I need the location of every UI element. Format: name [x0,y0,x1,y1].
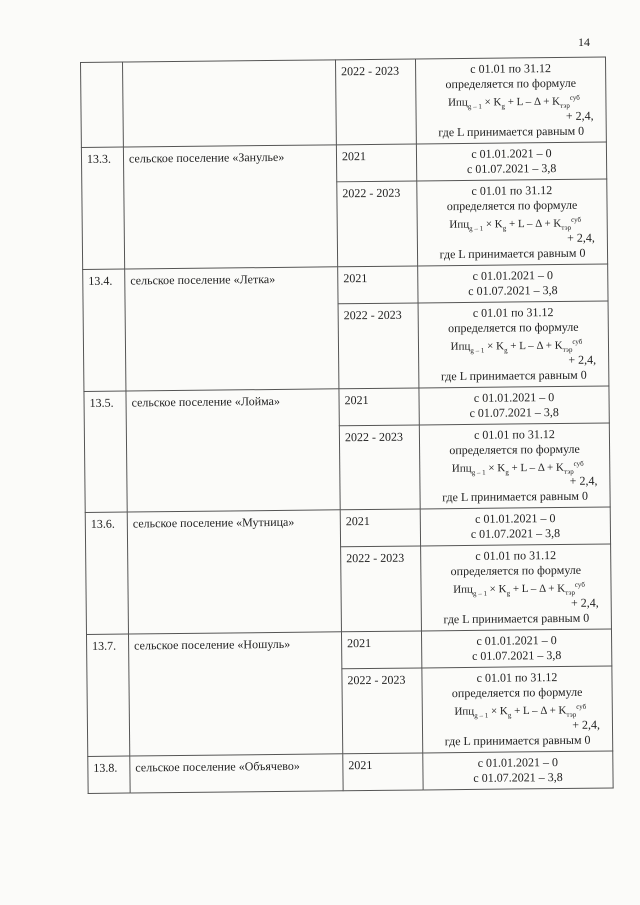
formula-note: где L принимается равным 0 [438,123,585,140]
date-line-1: с 01.01.2021 – 0 [475,511,556,527]
formula-tail: + L – Δ + K [506,217,562,231]
dates-cell [418,264,608,303]
formula-period: с 01.01 по 31.12 [473,426,555,442]
settlement-name [123,60,337,147]
formula-tail: + L – Δ + K [509,582,566,596]
dates-cell [419,386,609,425]
row-number: 13.4. [83,269,126,391]
settlement-name: сельское поселение «Объячево» [130,754,343,793]
formula-period: с 01.01 по 31.12 [475,548,557,564]
formula-intro: определяется по формуле [451,684,583,701]
period-year: 2021 [336,144,416,182]
formula-note: где L принимается равным 0 [442,489,589,505]
formula-ipc-sub: g – 1 [467,102,482,111]
formula-intro: определяется по формуле [450,563,582,579]
dates-cell [416,142,606,181]
formula-kg-sub: g [506,589,511,598]
table-row [85,507,610,549]
formula-ipc: Ипц [453,583,473,597]
period-year: 2021 [340,509,420,547]
formula-period: с 01.01 по 31.12 [471,182,553,198]
settlement-name: сельское поселение «Летка» [125,267,339,391]
table-row [86,629,611,671]
formula-plus: + 2,4, [572,717,601,732]
date-line-1: с 01.01.2021 – 0 [477,755,559,770]
date-line-2: с 01.07.2021 – 3,8 [466,160,557,176]
page-number: 14 [578,35,590,49]
formula-cell [419,423,610,510]
row-number: 13.8. [88,756,130,793]
formula-plus: + 2,4, [567,230,595,245]
formula-note: где L принимается равным 0 [440,367,587,383]
formula-k-sup: суб [571,215,582,224]
formula-ipc-sub: g – 1 [470,346,485,355]
formula-k-sup: суб [573,459,584,468]
formula-k-sup: суб [576,702,587,712]
table-row [81,57,607,147]
period-year: 2022 - 2023 [341,546,422,632]
date-line-1: с 01.01.2021 – 0 [473,389,555,405]
date-line-2: с 01.07.2021 – 3,8 [469,404,559,420]
formula-plus: + 2,4, [570,595,599,611]
table-row [81,142,606,184]
date-line-2: с 01.07.2021 – 3,8 [473,770,563,785]
period-year: 2022 - 2023 [342,668,423,754]
formula-k-sup: суб [574,581,585,590]
formula-period: с 01.01 по 31.12 [470,61,552,76]
formula-ipc-sub: g – 1 [474,711,489,720]
formula-intro: определяется по формуле [449,441,580,457]
tariff-table [80,56,614,794]
row-number: 13.6. [85,512,128,634]
formula-k-sub: тэр [561,223,572,232]
formula-kg-sub: g [501,102,506,111]
row-number: 13.5. [84,391,127,513]
formula-kg: × K [483,218,503,231]
dates-cell [421,629,611,668]
table-body [81,57,614,794]
formula-kg: × K [481,96,502,109]
row-number: 13.7. [86,634,129,756]
row-number: 13.3. [81,147,124,269]
formula-kg: × K [485,461,506,474]
date-line-2: с 01.07.2021 – 3,8 [468,282,558,298]
formula-k-sup: суб [569,93,580,102]
date-line-1: с 01.01.2021 – 0 [471,145,552,161]
formula-intro: определяется по формуле [446,197,578,214]
formula-cell [422,666,613,753]
period-year: 2021 [341,631,421,669]
formula-k-sub: тэр [560,101,570,110]
period-year: 2021 [343,753,423,791]
formula-ipc-sub: g – 1 [469,224,484,233]
date-line-1: с 01.01.2021 – 0 [472,267,553,283]
date-line-2: с 01.07.2021 – 3,8 [471,648,562,664]
formula-cell [415,57,606,144]
period-year: 2022 - 2023 [339,424,420,510]
formula-kg: × K [486,583,507,596]
formula-tail: + L – Δ + K [508,461,564,474]
table-row [88,751,613,793]
formula-kg-sub: g [503,346,508,355]
formula-plus: + 2,4, [569,473,598,489]
formula-kg-sub: g [507,711,512,720]
formula-tail: + L – Δ + K [504,95,561,109]
formula-kg: × K [488,705,508,718]
formula-k-sup: суб [572,337,583,346]
formula-k-sub: тэр [563,467,574,476]
formula-note: где L принимается равным 0 [443,610,590,627]
formula-intro: определяется по формуле [447,319,579,335]
table-row [84,386,609,428]
formula-plus: + 2,4, [568,352,597,367]
formula-kg-sub: g [502,224,507,233]
formula-ipc: Ипц [451,462,472,475]
period-year: 2022 - 2023 [337,181,418,267]
formula-plus: + 2,4, [565,108,594,123]
formula-k-sub: тэр [566,710,577,720]
formula-k-sub: тэр [565,589,576,598]
settlement-name: сельское поселение «Занулье» [123,145,337,269]
settlement-name: сельское поселение «Мутница» [127,510,341,634]
formula-ipc-sub: g – 1 [472,589,487,599]
period-year: 2022 - 2023 [335,59,416,145]
formula-period: с 01.01 по 31.12 [476,670,558,686]
row-number [81,62,124,147]
formula-ipc: Ипц [454,705,475,718]
formula-tail: + L – Δ + K [507,339,563,352]
dates-cell [420,507,610,546]
formula-cell [417,179,608,266]
period-year: 2022 - 2023 [338,303,419,389]
formula-ipc: Ипц [449,218,470,231]
settlement-name: сельское поселение «Лойма» [126,388,340,512]
formula-period: с 01.01 по 31.12 [472,304,554,320]
formula-k-sub: тэр [562,345,573,354]
table-row [83,264,608,306]
dates-cell [423,751,613,790]
period-year: 2021 [338,266,418,304]
formula-kg-sub: g [505,467,509,476]
formula-ipc: Ипц [450,340,471,353]
formula-note: где L принимается равным 0 [439,245,586,261]
formula-kg: × K [484,339,505,353]
formula-cell [418,301,609,388]
formula-note: где L принимается равным 0 [444,732,591,749]
formula-intro: определяется по формуле [445,75,577,92]
formula-ipc-sub: g – 1 [471,468,486,477]
date-line-1: с 01.01.2021 – 0 [476,633,557,649]
date-line-2: с 01.07.2021 – 3,8 [470,526,561,542]
formula-ipc: Ипц [448,96,468,109]
period-year: 2021 [339,387,419,425]
formula-tail: + L – Δ + K [511,704,567,718]
settlement-name: сельское поселение «Ношуль» [128,632,342,756]
formula-cell [421,544,612,631]
